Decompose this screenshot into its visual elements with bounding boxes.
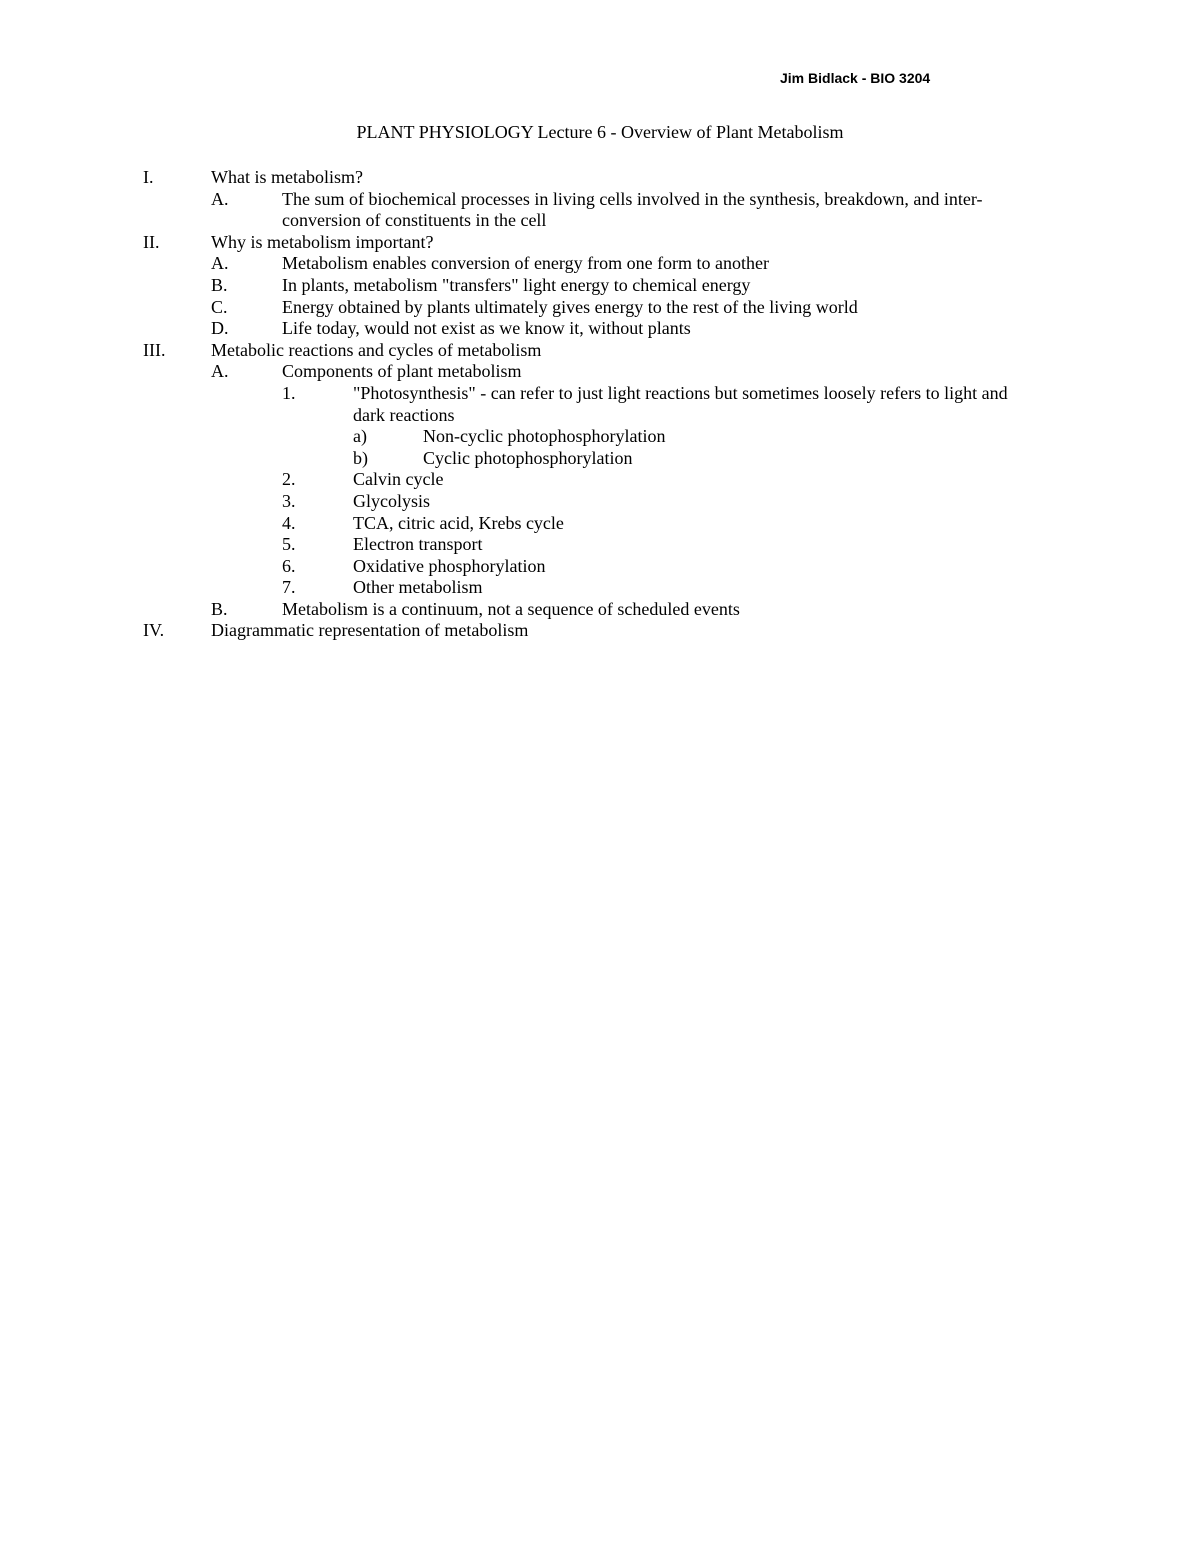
outline-heading: What is metabolism? bbox=[211, 167, 363, 187]
outline-marker: I. bbox=[143, 167, 154, 187]
outline-item-3a bbox=[0, 361, 1200, 383]
outline-text: Life today, would not exist as we know it, without plants bbox=[282, 318, 691, 339]
outline-marker: II. bbox=[143, 231, 160, 252]
outline-marker: b) bbox=[353, 447, 368, 468]
outline-text: Energy obtained by plants ultimately gives energy to the rest of the living world bbox=[282, 296, 858, 317]
outline-text: Other metabolism bbox=[353, 577, 483, 598]
outline-marker: IV. bbox=[143, 620, 165, 641]
outline-section-3 bbox=[0, 340, 1200, 362]
outline-text: The sum of biochemical processes in living cells involved in the synthesis, breakdown, and inter-conversion of constituents in the cell bbox=[282, 188, 983, 231]
outline-text: Components of plant metabolism bbox=[282, 361, 522, 382]
outline-text: Oxidative phosphorylation bbox=[353, 555, 546, 576]
outline-text: Metabolism enables conversion of energy from one form to another bbox=[282, 253, 770, 274]
outline-item-2d bbox=[0, 318, 1200, 340]
outline-heading: Diagrammatic representation of metabolism bbox=[211, 620, 529, 641]
outline-marker: 1. bbox=[282, 382, 296, 403]
outline-text: "Photosynthesis" - can refer to just light reactions but sometimes loosely refers to light and dark reactions bbox=[353, 382, 1008, 425]
outline-text: Calvin cycle bbox=[353, 469, 444, 490]
outline-text: Electron transport bbox=[353, 534, 483, 555]
outline-marker: A. bbox=[211, 361, 229, 382]
outline-item-3a7 bbox=[0, 577, 1200, 599]
outline-item-3a1a bbox=[0, 426, 1200, 448]
outline-marker: C. bbox=[211, 296, 228, 317]
outline-marker: III. bbox=[143, 339, 166, 360]
outline-item-3b bbox=[0, 599, 1200, 621]
document-header: Jim Bidlack - BIO 3204 bbox=[780, 70, 931, 86]
outline-item-3a4 bbox=[0, 513, 1200, 535]
outline-marker: D. bbox=[211, 318, 229, 339]
outline-marker: 3. bbox=[282, 490, 296, 511]
outline-marker: B. bbox=[211, 598, 228, 619]
outline-marker: A. bbox=[211, 188, 229, 209]
outline-item-2b bbox=[0, 275, 1200, 297]
outline-text: Glycolysis bbox=[353, 490, 431, 511]
outline-item-2c bbox=[0, 297, 1200, 319]
lecture-outline bbox=[0, 167, 1200, 642]
outline-section-2 bbox=[0, 232, 1200, 254]
outline-heading: Why is metabolism important? bbox=[211, 231, 434, 252]
outline-marker: a) bbox=[353, 426, 367, 447]
outline-heading: Metabolic reactions and cycles of metabolism bbox=[211, 339, 542, 360]
outline-marker: A. bbox=[211, 253, 229, 274]
outline-item-3a1 bbox=[0, 383, 1200, 426]
outline-item-1a bbox=[0, 189, 1200, 232]
outline-item-3a6 bbox=[0, 556, 1200, 578]
outline-text: Non-cyclic photophosphorylation bbox=[423, 426, 666, 447]
outline-marker: B. bbox=[211, 274, 228, 295]
outline-section-4 bbox=[0, 620, 1200, 642]
outline-item-3a1b bbox=[0, 448, 1200, 470]
document-title: PLANT PHYSIOLOGY Lecture 6 - Overview of Plant Metabolism bbox=[356, 122, 844, 142]
outline-section-1 bbox=[0, 167, 1200, 189]
outline-marker: 7. bbox=[282, 577, 296, 598]
outline-marker: 2. bbox=[282, 469, 296, 490]
outline-item-3a3 bbox=[0, 491, 1200, 513]
outline-marker: 6. bbox=[282, 555, 296, 576]
outline-text: Cyclic photophosphorylation bbox=[423, 447, 633, 468]
outline-marker: 4. bbox=[282, 512, 296, 533]
outline-text: Metabolism is a continuum, not a sequence of scheduled events bbox=[282, 598, 740, 619]
outline-text: In plants, metabolism "transfers" light energy to chemical energy bbox=[282, 274, 751, 295]
outline-item-2a bbox=[0, 253, 1200, 275]
outline-item-3a5 bbox=[0, 534, 1200, 556]
outline-marker: 5. bbox=[282, 534, 296, 555]
outline-item-3a2 bbox=[0, 469, 1200, 491]
outline-text: TCA, citric acid, Krebs cycle bbox=[353, 512, 564, 533]
